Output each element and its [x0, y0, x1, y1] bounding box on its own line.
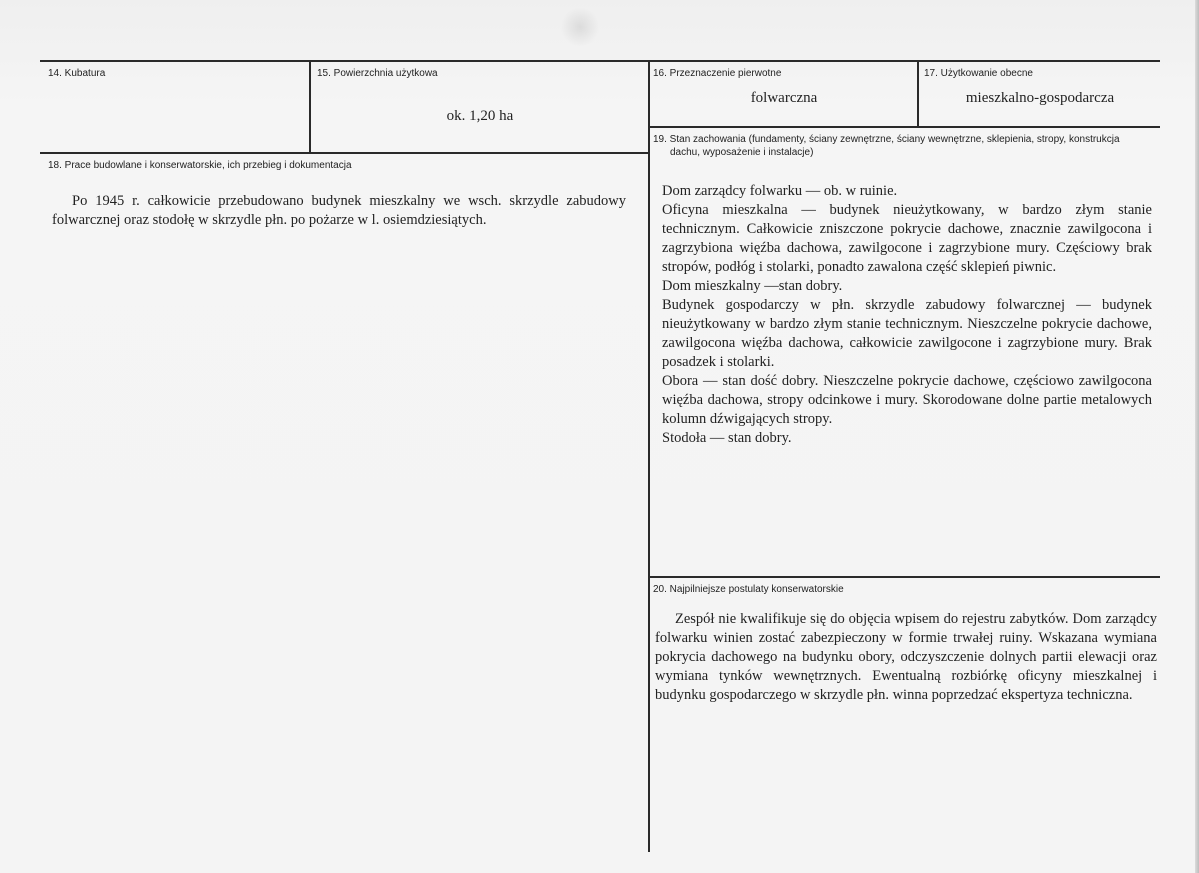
field-20-text [655, 610, 1157, 705]
field-17-label: 17. Użytkowanie obecne [924, 68, 1033, 79]
rule-under-16-17 [648, 126, 1160, 128]
field-19-label-line2: dachu, wyposażenie i instalacje) [670, 147, 814, 158]
page-edge [1195, 0, 1199, 873]
field-15-label: 15. Powierzchnia użytkowa [317, 68, 438, 79]
field-18-label: 18. Prace budowlane i konserwatorskie, ich przebieg i dokumentacja [48, 160, 352, 171]
field-14-label: 14. Kubatura [48, 68, 106, 79]
field-19-paragraph: Stodoła — stan dobry. [662, 430, 792, 446]
paper-smudge [560, 8, 600, 46]
field-16-label: 16. Przeznaczenie pierwotne [653, 68, 782, 79]
field-19-paragraph: Dom zarządcy folwarku — ob. w ruinie. [662, 183, 898, 199]
divider-16-17 [917, 60, 919, 126]
field-20-label: 20. Najpilniejsze postulaty konserwatorskie [653, 584, 844, 595]
field-19-text [662, 182, 1152, 448]
field-18-paragraph: Po 1945 r. całkowicie przebudowano budynek mieszkalny we wsch. skrzydle zabudowy folwarcznej oraz stodołę w skrzydle płn. po pożarze w l. osiemdziesiątych. [52, 193, 626, 228]
divider-left-right [648, 60, 650, 852]
field-19-paragraph: Obora — stan dość dobry. Nieszczelne pokrycie dachowe, częściowo zawilgocona więźba dachowa, stropy odcinkowe i mury. Skorodowane dolne partie metalowych kolumn dźwigających stropy. [662, 373, 1152, 427]
divider-14-15 [309, 60, 311, 152]
field-20-paragraph: Zespół nie kwalifikuje się do objęcia wpisem do rejestru zabytków. Dom zarządcy folwarku winien zostać zabezpieczony w formie trwałej ruiny. Wskazana wymiana pokrycia dachowego na budynku obory, odczyszczenie dolnych partii elewacji oraz wymiana tynków wewnętrznych. Ewentualną rozbiórkę oficyny mieszkalnej i budynku gospodarczego w skrzydle płn. winna poprzedzać ekspertyza techniczna. [655, 611, 1157, 703]
field-17-value: mieszkalno-gospodarcza [965, 90, 1115, 106]
rule-under-14-15 [40, 152, 649, 154]
field-16-value: folwarczna [750, 90, 818, 106]
field-19-paragraph: Budynek gospodarczy w płn. skrzydle zabudowy folwarcznej — budynek nieużytkowany w bardzo złym stanie technicznym. Nieszczelne pokrycie dachowe, zawilgocona więźba dachowa, całkowicie zawilgocone i zagrzybione mury. Brak posadzek i stolarki. [662, 297, 1152, 370]
field-19-paragraph: Oficyna mieszkalna — budynek nieużytkowany, w bardzo złym stanie technicznym. Całkowicie zniszczone pokrycie dachowe, znacznie zawilgocona i zagrzybiona więźba dachowa, zawilgocone i zagrzybione mury. Częściowy brak stropów, podłóg i stolarki, ponadto zawalona część sklepień piwnic. [662, 202, 1152, 275]
top-rule [40, 60, 1160, 62]
field-15-value: ok. 1,20 ha [446, 108, 514, 124]
field-19-label-line1: 19. Stan zachowania (fundamenty, ściany zewnętrzne, ściany wewnętrzne, sklepienia, stropy, konstrukcja [653, 134, 1120, 145]
field-18-text [52, 192, 626, 230]
field-19-paragraph: Dom mieszkalny —stan dobry. [662, 278, 843, 294]
rule-above-20 [648, 576, 1160, 578]
